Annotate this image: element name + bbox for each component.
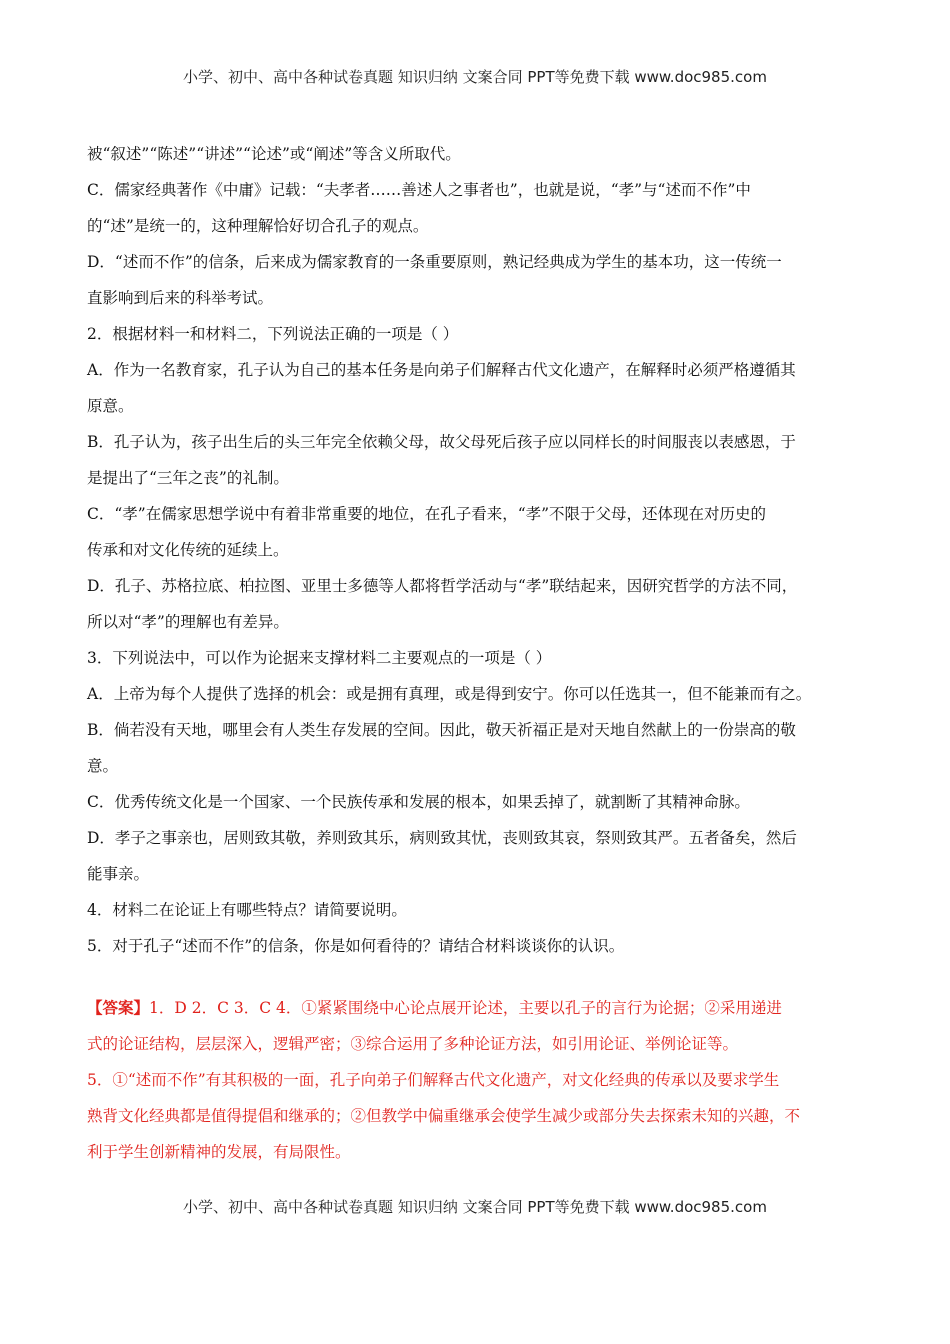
text-line: 是提出了“三年之丧”的礼制。 (87, 469, 289, 487)
page-footer: 小学、初中、高中各种试卷真题 知识归纳 文案合同 PPT等免费下载 www.doc985.com (183, 1198, 767, 1216)
text-line: D．“述而不作”的信条，后来成为儒家教育的一条重要原则，熟记经典成为学生的基本功，这一传统一 (87, 253, 782, 271)
text-line: C．“孝”在儒家思想学说中有着非常重要的地位，在孔子看来，“孝”不限于父母，还体现在对历史的 (87, 505, 767, 523)
answer-line (87, 990, 862, 1026)
question-4: 4．材料二在论证上有哪些特点？请简要说明。 (87, 901, 407, 919)
answer-section (87, 990, 862, 1170)
text-line: 直影响到后来的科举考试。 (87, 289, 274, 307)
text-line: B．倘若没有天地，哪里会有人类生存发展的空间。因此，敬天祈福正是对天地自然献上的一份崇高的敬 (87, 721, 796, 739)
answer-line: 5．①“述而不作”有其积极的一面，孔子向弟子们解释古代文化遗产，对文化经典的传承以及要求学生 (87, 1071, 780, 1089)
question-text (87, 136, 862, 964)
text-line: A．作为一名教育家，孔子认为自己的基本任务是向弟子们解释古代文化遗产，在解释时必须严格遵循其 (87, 361, 796, 379)
text-line: 能事亲。 (87, 865, 150, 883)
text-line: 原意。 (87, 397, 134, 415)
text-line: 所以对“孝”的理解也有差异。 (87, 613, 289, 631)
question-5: 5．对于孔子“述而不作”的信条，你是如何看待的？请结合材料谈谈你的认识。 (87, 937, 625, 955)
text-line: 被“叙述”“陈述”“讲述”“论述”或“阐述”等含义所取代。 (87, 145, 461, 163)
answer-line: 熟背文化经典都是值得提倡和继承的；②但教学中偏重继承会使学生减少或部分失去探索未知的兴趣，不 (87, 1107, 801, 1125)
question-3: 3．下列说法中，可以作为论据来支撑材料二主要观点的一项是（ ） (87, 649, 552, 667)
page-header: 小学、初中、高中各种试卷真题 知识归纳 文案合同 PPT等免费下载 www.doc985.com (183, 68, 767, 86)
answer-line: 利于学生创新精神的发展，有局限性。 (87, 1143, 351, 1161)
question-2: 2．根据材料一和材料二，下列说法正确的一项是（ ） (87, 325, 459, 343)
answer-first-line: 1．D 2．C 3．C 4．①紧紧围绕中心论点展开论述，主要以孔子的言行为论据；②采用递进 (149, 999, 782, 1017)
text-line: C．优秀传统文化是一个国家、一个民族传承和发展的根本，如果丢掉了，就割断了其精神命脉。 (87, 793, 750, 811)
text-line: A．上帝为每个人提供了选择的机会：或是拥有真理，或是得到安宁。你可以任选其一，但不能兼而有之。 (87, 685, 812, 703)
text-line: D．孔子、苏格拉底、柏拉图、亚里士多德等人都将哲学活动与“孝”联结起来，因研究哲学的方法不同， (87, 577, 798, 595)
text-line: B．孔子认为，孩子出生后的头三年完全依赖父母，故父母死后孩子应以同样长的时间服丧以表感恩，于 (87, 433, 796, 451)
text-line: 的“述”是统一的，这种理解恰好切合孔子的观点。 (87, 217, 429, 235)
answer-tag: 【答案】 (87, 998, 150, 1017)
text-line: C．儒家经典著作《中庸》记载：“夫孝者……善述人之事者也”，也就是说，“孝”与“述而不作”中 (87, 181, 751, 199)
answer-line: 式的论证结构，层层深入，逻辑严密；③综合运用了多种论证方法，如引用论证、举例论证等。 (87, 1035, 739, 1053)
text-line: 意。 (87, 757, 119, 775)
text-line: 传承和对文化传统的延续上。 (87, 541, 289, 559)
text-line: D．孝子之事亲也，居则致其敬，养则致其乐，病则致其忧，丧则致其哀，祭则致其严。五者备矣，然后 (87, 829, 797, 847)
